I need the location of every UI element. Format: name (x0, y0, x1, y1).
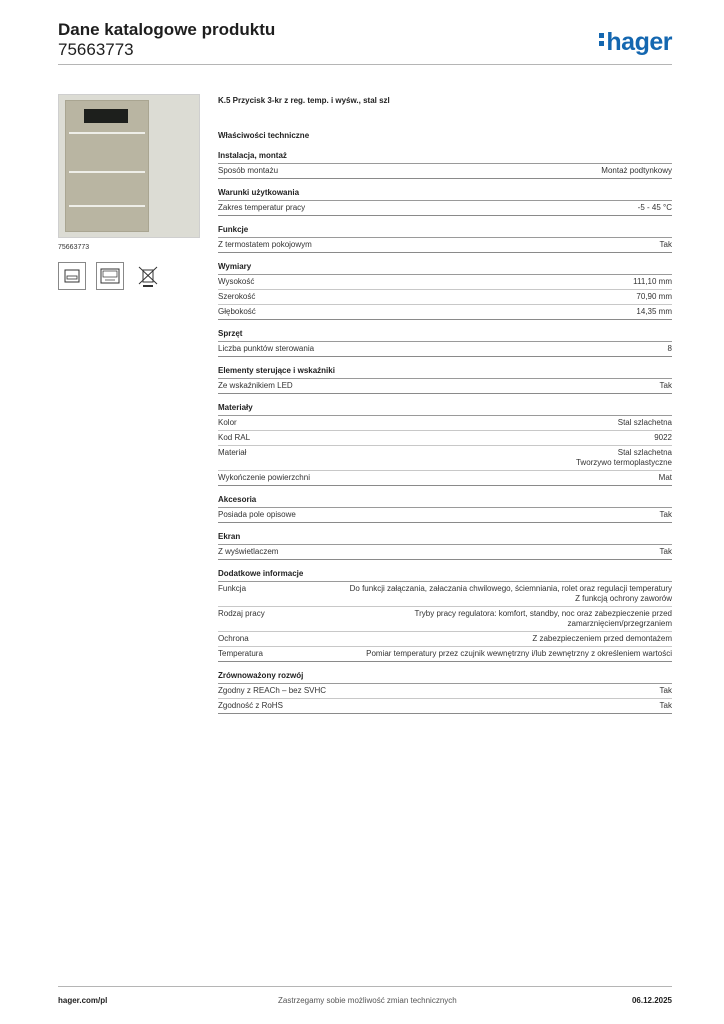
spec-value: Tak (659, 701, 672, 710)
spec-row (218, 275, 672, 290)
spec-row (218, 238, 672, 253)
spec-group (218, 328, 672, 357)
spec-label: Wykończenie powierzchni (218, 473, 310, 482)
spec-row (218, 416, 672, 431)
spec-label: Posiada pole opisowe (218, 510, 296, 519)
spec-row (218, 684, 672, 699)
spec-value: 9022 (654, 433, 672, 442)
spec-group (218, 224, 672, 253)
image-caption: 75663773 (58, 244, 90, 251)
spec-group-title: Dodatkowe informacje (218, 568, 672, 582)
spec-row (218, 342, 672, 357)
spec-value: Tak (659, 547, 672, 556)
spec-row (218, 431, 672, 446)
spec-row (218, 508, 672, 523)
spec-value: 111,10 mm (633, 277, 672, 286)
spec-label: Ochrona (218, 634, 249, 643)
spec-group (218, 261, 672, 320)
spec-value: Tak (659, 510, 672, 519)
spec-value: Do funkcji załączania, załaczania chwilowego, ściemniania, rolet oraz regulacji temperatury Z funkcją ochrony zaworów (349, 584, 672, 603)
page-title: Dane katalogowe produktu (58, 20, 276, 39)
crossed-bin-icon (134, 262, 162, 290)
spec-label: Szerokość (218, 292, 256, 301)
spec-label: Rodzaj pracy (218, 609, 265, 618)
spec-group (218, 494, 672, 523)
spec-label: Zgodny z REACh – bez SVHC (218, 686, 327, 695)
spec-value: Tryby pracy regulatora: komfort, standby, noc oraz zabezpieczenie przed zamarznięciem/przegrzaniem (414, 609, 672, 628)
header-divider (58, 64, 672, 65)
spec-value: 8 (667, 344, 672, 353)
spec-group (218, 365, 672, 394)
spec-label: Liczba punktów sterowania (218, 344, 315, 353)
spec-group-title: Ekran (218, 531, 672, 545)
spec-group (218, 568, 672, 662)
spec-value: Tak (659, 686, 672, 695)
spec-group (218, 402, 672, 486)
spec-label: Materiał (218, 448, 247, 457)
spec-row (218, 545, 672, 560)
spec-row (218, 164, 672, 179)
spec-value: -5 - 45 °C (637, 203, 672, 212)
spec-value: Z zabezpieczeniem przed demontażem (532, 634, 672, 643)
page-header (58, 20, 275, 60)
spec-value: Stal szlachetna (617, 418, 672, 427)
spec-value: Tak (659, 240, 672, 249)
spec-label: Temperatura (218, 649, 263, 658)
spec-value: Pomiar temperatury przez czujnik wewnętrzny i/lub zewnętrzny z określeniem wartości (366, 649, 672, 658)
spec-label: Ze wskaźnikiem LED (218, 381, 293, 390)
footer-disclaimer: Zastrzegamy sobie możliwość zmian technicznych (278, 996, 457, 1005)
spec-label: Zakres temperatur pracy (218, 203, 306, 212)
spec-value: Tak (659, 381, 672, 390)
spec-group-title: Materiały (218, 402, 672, 416)
spec-group (218, 670, 672, 714)
spec-group-title: Funkcje (218, 224, 672, 238)
product-title: K.5 Przycisk 3-kr z reg. temp. i wyśw., stal szl (218, 96, 390, 105)
spec-value: 70,90 mm (636, 292, 672, 301)
spec-row (218, 607, 672, 632)
spec-row (218, 699, 672, 714)
logo-colon-icon (599, 41, 604, 46)
product-image (58, 94, 200, 238)
spec-group-title: Instalacja, montaż (218, 150, 672, 164)
button-divider (69, 171, 145, 173)
lcd-display (84, 109, 128, 123)
spec-groups (218, 150, 672, 722)
spec-label: Z termostatem pokojowym (218, 240, 312, 249)
spec-label: Funkcja (218, 584, 247, 593)
spec-label: Głębokość (218, 307, 256, 316)
spec-row (218, 582, 672, 607)
spec-row (218, 471, 672, 486)
spec-label: Z wyświetlaczem (218, 547, 279, 556)
spec-value: Mat (658, 473, 672, 482)
spec-value: Montaż podtynkowy (601, 166, 672, 175)
spec-row (218, 305, 672, 320)
display-icon (58, 262, 86, 290)
product-code: 75663773 (58, 40, 134, 59)
spec-group-title: Wymiary (218, 261, 672, 275)
spec-group (218, 187, 672, 216)
spec-label: Kod RAL (218, 433, 251, 442)
footer-date: 06.12.2025 (631, 996, 672, 1005)
section-title: Właściwości techniczne (218, 131, 310, 140)
spec-row (218, 647, 672, 662)
thermostat-display-icon (96, 262, 124, 290)
spec-group-title: Akcesoria (218, 494, 672, 508)
button-divider (69, 205, 145, 207)
spec-label: Wysokość (218, 277, 255, 286)
button-divider (69, 132, 145, 134)
spec-group-title: Sprzęt (218, 328, 672, 342)
spec-row (218, 290, 672, 305)
spec-row (218, 446, 672, 471)
spec-value: 14,35 mm (636, 307, 672, 316)
spec-label: Kolor (218, 418, 237, 427)
switch-plate (65, 100, 149, 232)
spec-group-title: Zrównoważony rozwój (218, 670, 672, 684)
spec-group (218, 150, 672, 179)
spec-label: Zgodność z RoHS (218, 701, 283, 710)
spec-value: Stal szlachetna Tworzywo termoplastyczne (575, 448, 672, 467)
spec-group (218, 531, 672, 560)
spec-group-title: Warunki użytkowania (218, 187, 672, 201)
spec-row (218, 632, 672, 647)
footer (58, 986, 672, 1005)
spec-label: Sposób montażu (218, 166, 279, 175)
footer-website: hager.com/pl (58, 996, 108, 1005)
spec-row (218, 379, 672, 394)
hager-logo: hager (599, 28, 672, 57)
spec-row (218, 201, 672, 216)
spec-group-title: Elementy sterujące i wskaźniki (218, 365, 672, 379)
